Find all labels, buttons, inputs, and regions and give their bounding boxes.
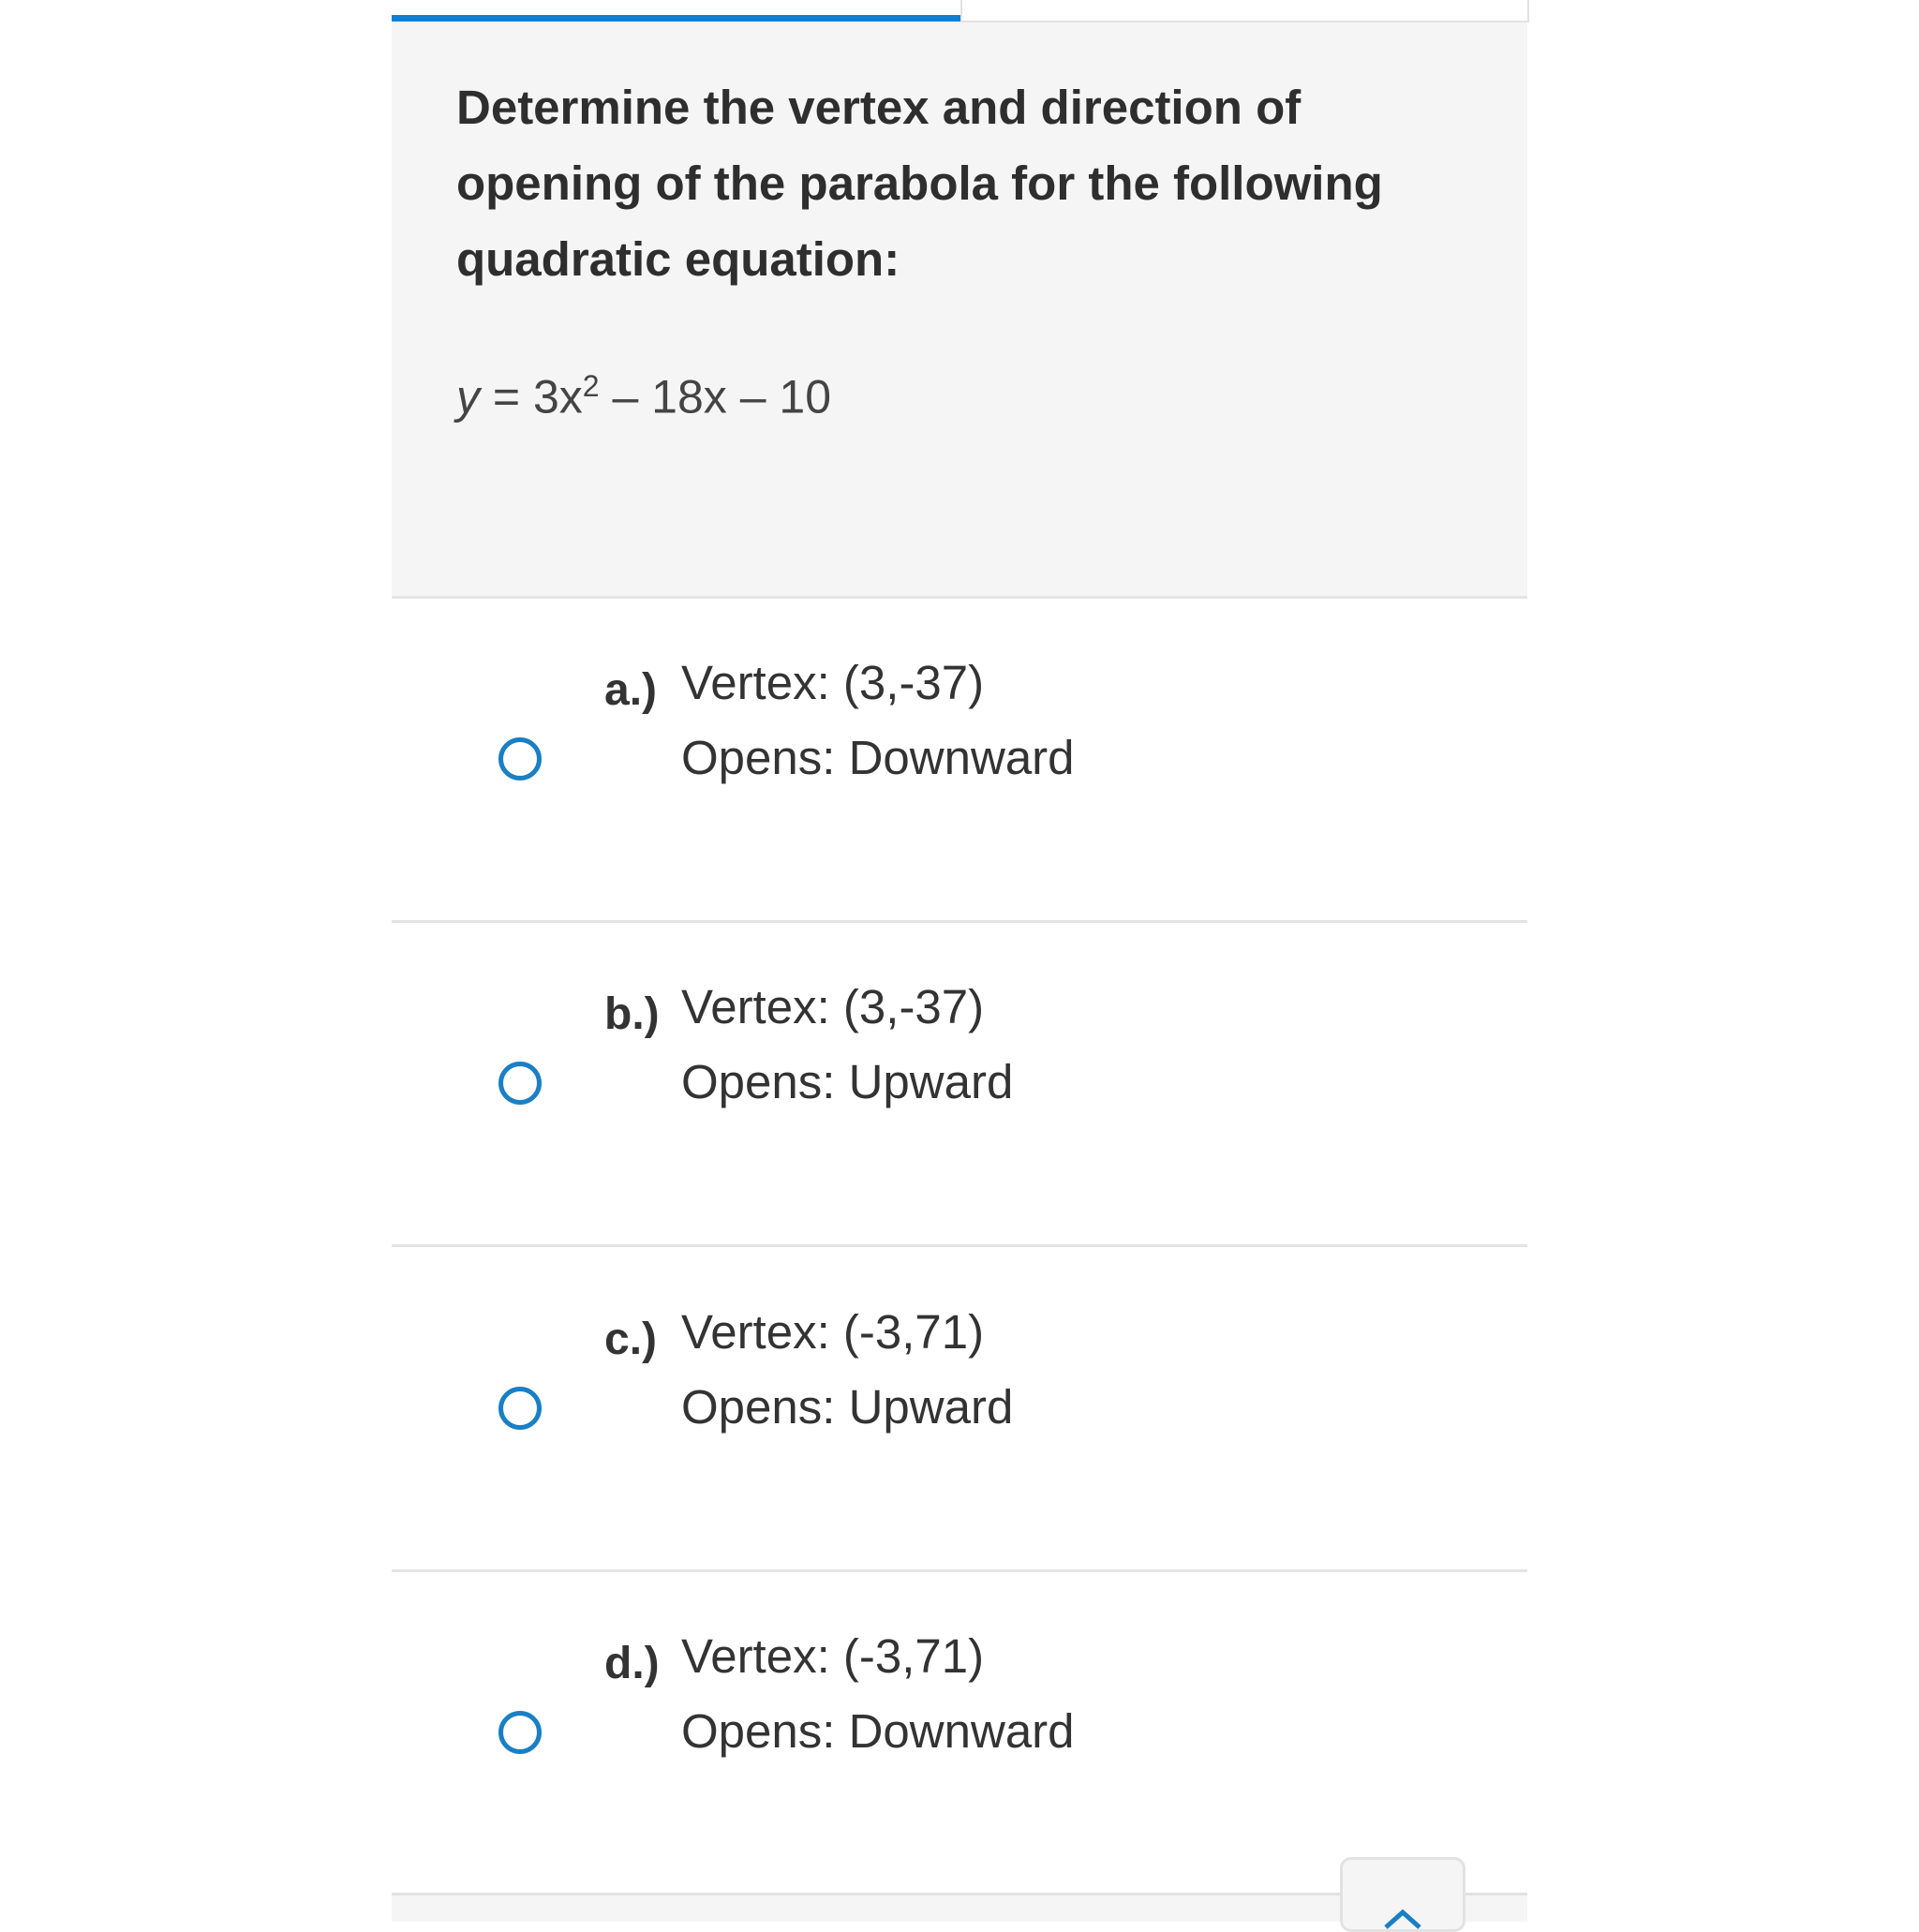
equation: [456, 369, 831, 424]
equation-eq: = 3x: [480, 370, 583, 424]
radio-button[interactable]: [498, 1062, 542, 1105]
option-vertex: Vertex: (3,-37): [681, 656, 985, 709]
chevron-up-icon: [1382, 1907, 1423, 1931]
radio-button[interactable]: [498, 1387, 542, 1430]
option-opens: Opens: Downward: [681, 731, 1075, 784]
option-opens: Opens: Upward: [681, 1380, 1014, 1434]
option-opens: Opens: Upward: [681, 1055, 1014, 1108]
question-panel: [392, 22, 1527, 599]
option-opens: Opens: Downward: [681, 1704, 1075, 1758]
option-letter: c.): [604, 1315, 658, 1364]
answer-option-b[interactable]: [392, 923, 1527, 1247]
radio-button[interactable]: [498, 737, 542, 780]
option-letter: a.): [604, 665, 658, 715]
option-vertex: Vertex: (-3,71): [681, 1305, 985, 1359]
equation-rest: – 18x – 10: [599, 370, 832, 424]
expand-up-button[interactable]: [1340, 1857, 1465, 1932]
option-letter: d.): [604, 1639, 660, 1688]
equation-exponent: 2: [582, 369, 600, 403]
question-text: Determine the vertex and direction of opening of the parabola for the following quadratic equation:: [456, 81, 1383, 286]
option-vertex: Vertex: (3,-37): [681, 980, 985, 1033]
answer-option-c[interactable]: [392, 1248, 1527, 1572]
progress-bar: [392, 15, 960, 22]
option-letter: b.): [604, 989, 660, 1039]
option-vertex: Vertex: (-3,71): [681, 1629, 985, 1683]
answer-option-d[interactable]: [392, 1572, 1527, 1894]
answer-option-a[interactable]: [392, 599, 1527, 923]
next-tab[interactable]: [960, 0, 1529, 22]
radio-button[interactable]: [498, 1711, 542, 1754]
equation-lhs: y: [456, 370, 480, 424]
